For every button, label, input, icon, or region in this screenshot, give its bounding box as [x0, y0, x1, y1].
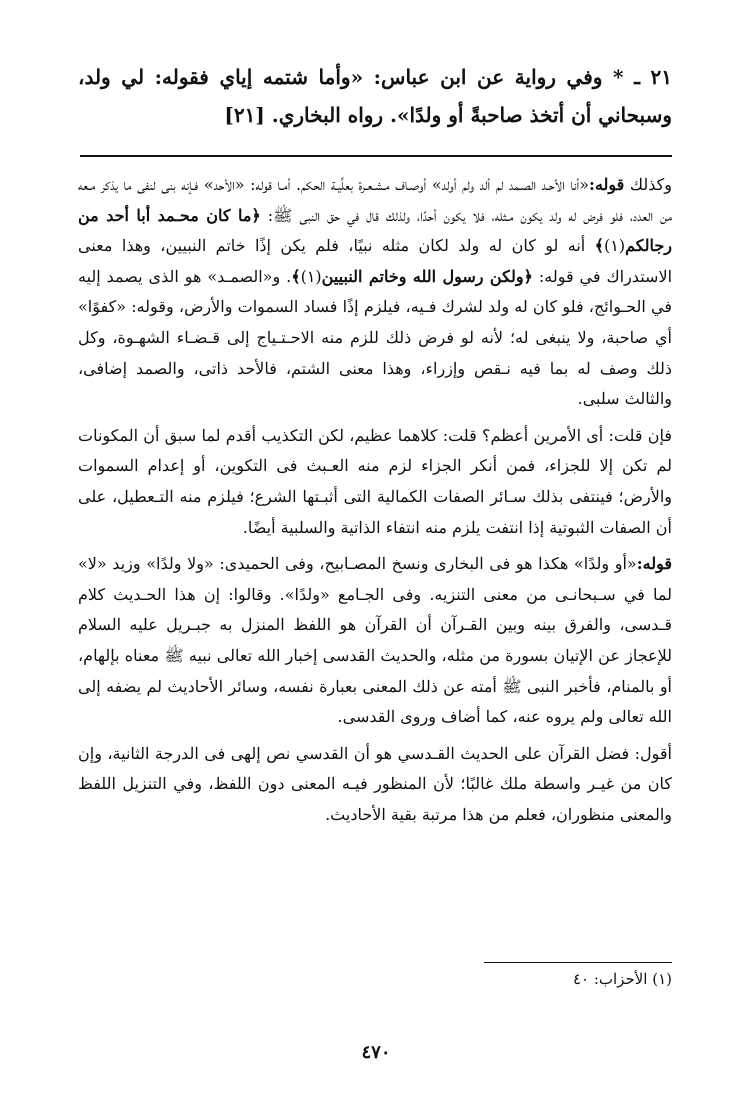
text-run: «أو ولدًا» هكذا هو فى البخارى ونسخ المصـابيح، وفى الحميدى: «ولا ولدًا» وزيد «لا» لما في سـبحانـى من معنى التنزيه. وفى الجـامع «ولدًا». وقالوا: إن هذا الحـديث كلام قـدسى، والفرق بينه وبين القـرآن أن القرآن هو اللفظ المنزل به جبـريل عليه السلام للإعجاز عن الإتيان بسورة من مثله، والحديث القدسى إخبار الله تعالى نبيه ﷺ معناه بإلهام، أو بالمنام، فأخبر النبى ﷺ أمته عن ذلك المعنى بعبارة نفسه، وسائر الأحاديث لم يضفه إلى الله تعالى ولم يروه عنه، كما أضاف وروى القدسى. [78, 554, 673, 727]
page-number: ٤٧٠ [361, 1042, 391, 1063]
bold-text-run: ﴿ما كان محـمد أبا أحد من رجالكم [78, 205, 672, 256]
text-run: وكذلك [624, 175, 672, 194]
bold-text-run: قوله: [636, 554, 672, 574]
commentary-paragraph [78, 421, 672, 543]
footnote-divider [484, 962, 672, 963]
text-run: (١) [300, 266, 322, 286]
text-run: أقول: فضل القرآن على الحديث القـدسي هو أن القدسي نص إلهى فى الدرجة الثانية، وإن كان من غيـر واسطة ملك غالبًا؛ لأن المنظور فيـه المعنى دون اللفظ، وفي التنزيل اللفظ والمعنى منظوران، فعلم من هذا مرتبة بقية الأحاديث. [78, 743, 672, 824]
commentary-paragraph [78, 170, 672, 415]
bold-text-run: قوله: [589, 175, 625, 194]
commentary-paragraph [78, 549, 672, 733]
section-divider [80, 155, 672, 157]
footnote: (١) الأحزاب: ٤٠ [572, 970, 672, 988]
bold-text-run: ﴾ [594, 236, 605, 256]
text-run: . و«الصمـد» هو الذى يصمد إليه في الحـوائج، فلو كان له ولد لشرك فـيه، فيلزم إذًا فساد السموات والأرض، وقوله: «كفوًا» أي صاحبة، ولا ينبغى له؛ لأنه لو فرض ذلك للزم منه الاحـتـياج إلى قـضـاء الشهـوة، وكل ذلك وصف له بما فيه نـقص وإزراء، وهذا معنى الشتم، فالأحد ذاتى، والصمد إضافى، والثالث سلبى. [78, 266, 672, 409]
text-run: أنه لو كان له ولد لكان مثله نبيًا، فلم يكن إذًا خاتم النبيين، وهذا معنى الاستدراك في قوله: [78, 236, 673, 286]
commentary-paragraph [78, 739, 672, 831]
bold-text-run: ﴾ [291, 266, 301, 286]
hadith-text: ٢١ ـ * وفي رواية عن ابن عباس: «وأما شتمه إياي فقوله: لي ولد، وسبحاني أن أتخذ صاحبةً أو ولدًا». رواه البخاري. [٢١] [78, 65, 672, 127]
commentary [78, 170, 672, 836]
text-run: «أنا الأحـد الصـمد لم ألد ولم أولد» أوصـاف مـشـعـرة بعلِّيـة الحكم. أمـا قوله: «الأحد» فـإنه بنى لنفى ما يذكر مـعه من العدد، فلو فرض له ولد يكون مـثله، فلا يكون أحدًا، ولذلك قال في حق النبى ﷺ: [78, 175, 673, 225]
text-run: (١) [604, 236, 626, 256]
bold-text-run: ﴿ولكن رسول الله وخاتم النبيين [321, 266, 533, 286]
text-run: فإن قلت: أى الأمرين أعظم؟ قلت: كلاهما عظيم، لكن التكذيب أقدم لما سبق أن المكونات لم تكن إلا للجزاء، فمن أنكر الجزاء لزم منه العـبث فى التكوين، أو إعدام السموات والأرض؛ فينتفى بذلك سـائر الصفات الكمالية التى أثبـتها الشرع؛ فيلزم منه التـعطيل، على أن الصفات الثبوتية إذا انتفت يلزم منه انتفاء الذاتية والسلبية أيضًا. [78, 425, 672, 537]
